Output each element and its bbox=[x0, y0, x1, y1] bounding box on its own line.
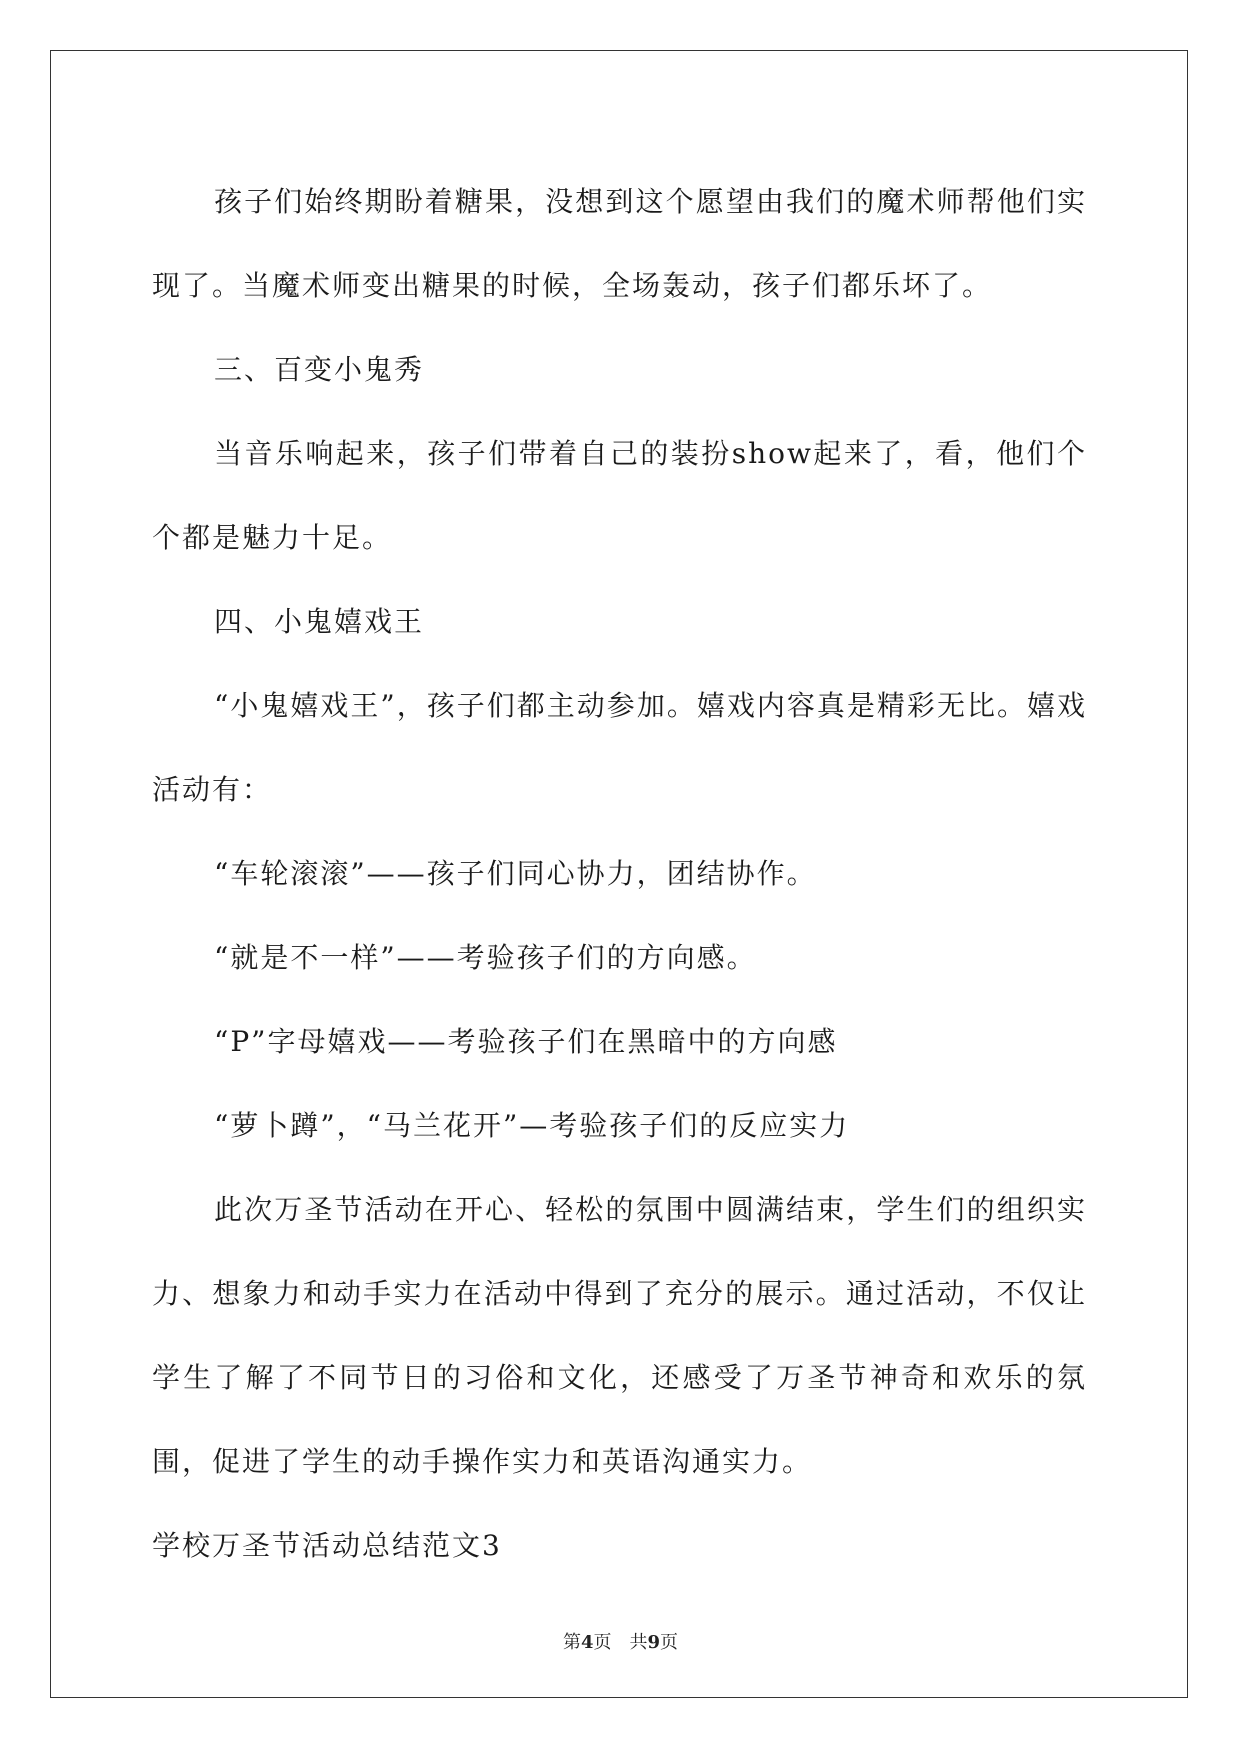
paragraph-costume-show: 当音乐响起来，孩子们带着自己的装扮show起来了，看，他们个个都是魅力十足。 bbox=[152, 437, 1087, 554]
paragraph-candy: 孩子们始终期盼着糖果，没想到这个愿望由我们的魔术师帮他们实现了。当魔术师变出糖果的时候，全场轰动，孩子们都乐坏了。 bbox=[152, 185, 1087, 302]
document-body bbox=[152, 160, 1087, 1588]
list-item-game-3: “P”字母嬉戏——考验孩子们在黑暗中的方向感 bbox=[214, 1025, 838, 1058]
heading-section-three: 三、百变小鬼秀 bbox=[214, 353, 425, 386]
list-item-game-4: “萝卜蹲”，“马兰花开”—考验孩子们的反应实力 bbox=[214, 1109, 850, 1142]
footer-suffix: 页 bbox=[660, 1632, 679, 1653]
footer-prefix: 第 bbox=[562, 1632, 581, 1653]
list-item-game-2: “就是不一样”——考验孩子们的方向感。 bbox=[214, 941, 757, 974]
paragraph-conclusion: 此次万圣节活动在开心、轻松的氛围中圆满结束，学生们的组织实力、想象力和动手实力在活动中得到了充分的展示。通过活动，不仅让学生了解了不同节日的习俗和文化，还感受了万圣节神奇和欢乐的氛围，促进了学生的动手操作实力和英语沟通实力。 bbox=[152, 1193, 1087, 1478]
footer-current-page: 4 bbox=[580, 1632, 594, 1653]
paragraph-game-king: “小鬼嬉戏王”，孩子们都主动参加。嬉戏内容真是精彩无比。嬉戏活动有： bbox=[152, 689, 1087, 806]
page-footer bbox=[0, 1628, 1241, 1654]
heading-section-four: 四、小鬼嬉戏王 bbox=[214, 605, 425, 638]
list-item-game-1: “车轮滚滚”——孩子们同心协力，团结协作。 bbox=[214, 857, 817, 890]
footer-total-pages: 9 bbox=[647, 1632, 661, 1653]
section-title-sample-3: 学校万圣节活动总结范文3 bbox=[152, 1529, 502, 1562]
footer-middle: 页 共 bbox=[593, 1632, 648, 1653]
